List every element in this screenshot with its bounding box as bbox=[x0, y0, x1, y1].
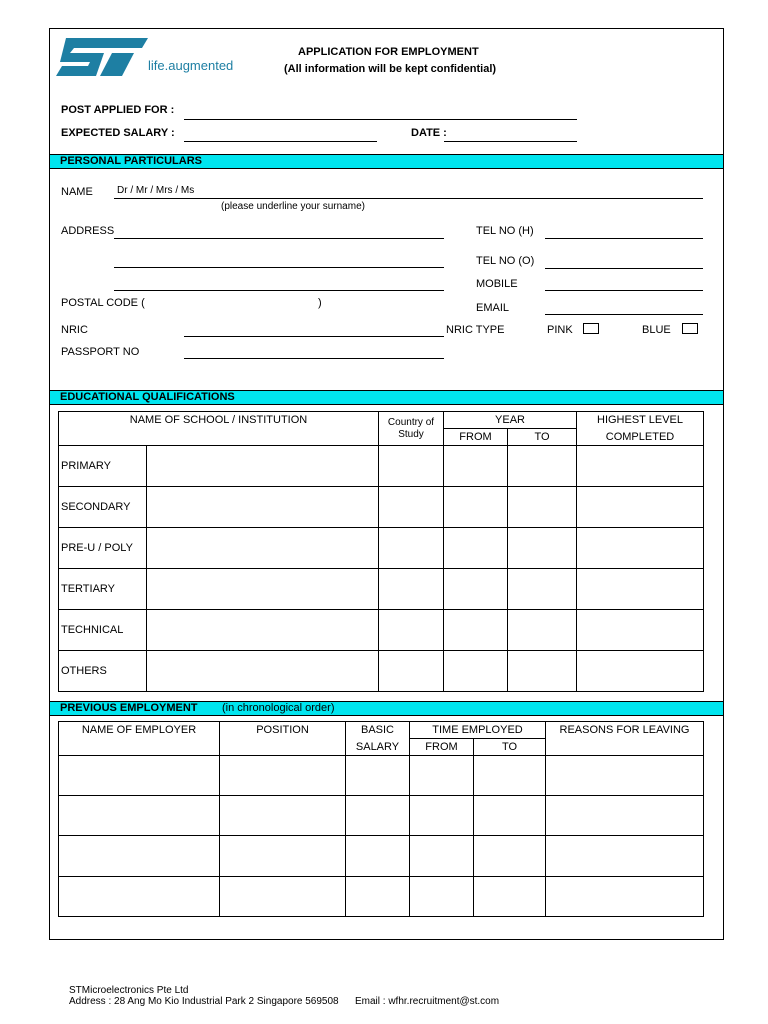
table-row bbox=[59, 796, 704, 836]
emp-cell[interactable] bbox=[220, 796, 346, 836]
address-label: ADDRESS bbox=[61, 225, 115, 237]
st-logo bbox=[54, 36, 150, 78]
emp-cell[interactable] bbox=[59, 756, 220, 796]
edu-cell[interactable] bbox=[508, 487, 577, 528]
date-label: DATE : bbox=[411, 127, 447, 139]
emp-cell[interactable] bbox=[546, 796, 704, 836]
edu-cell[interactable] bbox=[577, 528, 704, 569]
emp-cell[interactable] bbox=[410, 756, 474, 796]
emp-cell[interactable] bbox=[346, 796, 410, 836]
footer-email: Email : wfhr.recruitment@st.com bbox=[355, 996, 500, 1007]
edu-cell[interactable] bbox=[444, 487, 508, 528]
postal-code-close: ) bbox=[318, 297, 322, 309]
col-highest-header: HIGHEST LEVEL COMPLETED bbox=[577, 412, 704, 446]
col-country-header: Country of Study bbox=[379, 412, 444, 446]
edu-cell[interactable] bbox=[444, 528, 508, 569]
employment-section-note: (in chronological order) bbox=[222, 702, 335, 714]
tel-home-label: TEL NO (H) bbox=[476, 225, 534, 237]
edu-row-label: PRE-U / POLY bbox=[59, 528, 147, 569]
education-section-title: EDUCATIONAL QUALIFICATIONS bbox=[60, 391, 235, 403]
emp-cell[interactable] bbox=[474, 796, 546, 836]
edu-cell[interactable] bbox=[508, 651, 577, 692]
table-row bbox=[59, 446, 704, 487]
edu-cell[interactable] bbox=[577, 487, 704, 528]
edu-cell[interactable] bbox=[508, 528, 577, 569]
emp-cell[interactable] bbox=[346, 836, 410, 877]
employment-table bbox=[58, 721, 704, 917]
address-field-2[interactable] bbox=[114, 267, 444, 268]
emp-cell[interactable] bbox=[410, 796, 474, 836]
table-row bbox=[59, 487, 704, 528]
edu-cell[interactable] bbox=[379, 610, 444, 651]
pink-label: PINK bbox=[547, 324, 573, 336]
col-year-from-header: FROM bbox=[444, 429, 508, 446]
edu-row-label: TERTIARY bbox=[59, 569, 147, 610]
emp-cell[interactable] bbox=[220, 836, 346, 877]
edu-cell[interactable] bbox=[444, 610, 508, 651]
edu-row-label: TECHNICAL bbox=[59, 610, 147, 651]
col-year-to-header: TO bbox=[508, 429, 577, 446]
edu-cell[interactable] bbox=[147, 446, 379, 487]
expected-salary-label: EXPECTED SALARY : bbox=[61, 127, 175, 139]
table-row bbox=[59, 610, 704, 651]
personal-section-band bbox=[50, 154, 723, 169]
date-field[interactable] bbox=[444, 141, 577, 142]
employment-section-band bbox=[50, 701, 723, 716]
email-field[interactable] bbox=[545, 314, 703, 315]
post-applied-field[interactable] bbox=[184, 119, 577, 120]
table-row bbox=[59, 756, 704, 796]
edu-row-label: OTHERS bbox=[59, 651, 147, 692]
edu-cell[interactable] bbox=[444, 446, 508, 487]
edu-cell[interactable] bbox=[379, 528, 444, 569]
blue-label: BLUE bbox=[642, 324, 671, 336]
table-row bbox=[59, 651, 704, 692]
edu-cell[interactable] bbox=[444, 569, 508, 610]
edu-cell[interactable] bbox=[379, 569, 444, 610]
address-field-1[interactable] bbox=[114, 238, 444, 239]
emp-cell[interactable] bbox=[220, 877, 346, 917]
tel-office-field[interactable] bbox=[545, 268, 703, 269]
name-label: NAME bbox=[61, 186, 93, 198]
blue-checkbox[interactable] bbox=[682, 323, 698, 334]
edu-cell[interactable] bbox=[147, 569, 379, 610]
postal-code-field[interactable] bbox=[160, 296, 314, 310]
passport-field[interactable] bbox=[184, 358, 444, 359]
edu-cell[interactable] bbox=[577, 446, 704, 487]
emp-cell[interactable] bbox=[474, 877, 546, 917]
edu-cell[interactable] bbox=[147, 651, 379, 692]
table-row bbox=[59, 528, 704, 569]
edu-row-label: PRIMARY bbox=[59, 446, 147, 487]
mobile-label: MOBILE bbox=[476, 278, 518, 290]
edu-row-label: SECONDARY bbox=[59, 487, 147, 528]
education-section-band bbox=[50, 390, 723, 405]
personal-section-title: PERSONAL PARTICULARS bbox=[60, 155, 202, 167]
col-position-header: POSITION bbox=[220, 722, 346, 756]
edu-cell[interactable] bbox=[577, 610, 704, 651]
col-time-to-header: TO bbox=[474, 739, 546, 756]
emp-cell[interactable] bbox=[474, 756, 546, 796]
name-hint: (please underline your surname) bbox=[221, 201, 365, 212]
nric-label: NRIC bbox=[61, 324, 88, 336]
col-reasons-header: REASONS FOR LEAVING bbox=[546, 722, 704, 756]
emp-cell[interactable] bbox=[546, 877, 704, 917]
form-title: APPLICATION FOR EMPLOYMENT bbox=[298, 46, 479, 58]
table-row bbox=[59, 569, 704, 610]
emp-cell[interactable] bbox=[546, 756, 704, 796]
edu-cell[interactable] bbox=[508, 610, 577, 651]
name-prefix: Dr / Mr / Mrs / Ms bbox=[117, 185, 195, 196]
table-row bbox=[59, 877, 704, 917]
nric-field[interactable] bbox=[184, 336, 444, 337]
post-applied-label: POST APPLIED FOR : bbox=[61, 104, 175, 116]
emp-cell[interactable] bbox=[410, 836, 474, 877]
footer-address: Address : 28 Ang Mo Kio Industrial Park 2 Singapore 569508 bbox=[69, 996, 339, 1007]
logo-tagline: life.augmented bbox=[148, 58, 234, 73]
col-time-from-header: FROM bbox=[410, 739, 474, 756]
expected-salary-field[interactable] bbox=[184, 141, 377, 142]
nric-type-label: NRIC TYPE bbox=[446, 324, 505, 336]
address-field-3[interactable] bbox=[114, 290, 444, 291]
emp-cell[interactable] bbox=[546, 836, 704, 877]
col-time-employed-header: TIME EMPLOYED bbox=[410, 722, 546, 739]
name-field[interactable] bbox=[114, 198, 703, 199]
emp-cell[interactable] bbox=[59, 836, 220, 877]
emp-cell[interactable] bbox=[474, 836, 546, 877]
tel-home-field[interactable] bbox=[545, 238, 703, 239]
education-table bbox=[58, 411, 704, 692]
edu-cell[interactable] bbox=[444, 651, 508, 692]
col-year-header: YEAR bbox=[444, 412, 577, 429]
edu-cell[interactable] bbox=[147, 610, 379, 651]
edu-cell[interactable] bbox=[577, 569, 704, 610]
form-subtitle: (All information will be kept confidential) bbox=[284, 63, 497, 75]
emp-cell[interactable] bbox=[59, 796, 220, 836]
emp-cell[interactable] bbox=[346, 877, 410, 917]
tel-office-label: TEL NO (O) bbox=[476, 255, 535, 267]
emp-cell[interactable] bbox=[59, 877, 220, 917]
emp-cell[interactable] bbox=[346, 756, 410, 796]
edu-cell[interactable] bbox=[577, 651, 704, 692]
employment-section-title: PREVIOUS EMPLOYMENT bbox=[60, 702, 198, 714]
table-row bbox=[59, 836, 704, 877]
edu-cell[interactable] bbox=[147, 528, 379, 569]
email-label: EMAIL bbox=[476, 302, 510, 314]
edu-cell[interactable] bbox=[379, 651, 444, 692]
col-school-header: NAME OF SCHOOL / INSTITUTION bbox=[59, 412, 379, 446]
edu-cell[interactable] bbox=[508, 569, 577, 610]
edu-cell[interactable] bbox=[147, 487, 379, 528]
postal-code-label: POSTAL CODE ( bbox=[61, 297, 145, 309]
col-basic-salary-header: BASIC SALARY bbox=[346, 722, 410, 756]
mobile-field[interactable] bbox=[545, 290, 703, 291]
edu-cell[interactable] bbox=[379, 487, 444, 528]
emp-cell[interactable] bbox=[410, 877, 474, 917]
edu-cell[interactable] bbox=[508, 446, 577, 487]
footer-company: STMicroelectronics Pte Ltd bbox=[69, 985, 189, 996]
pink-checkbox[interactable] bbox=[583, 323, 599, 334]
passport-label: PASSPORT NO bbox=[61, 346, 140, 358]
col-employer-header: NAME OF EMPLOYER bbox=[59, 722, 220, 756]
edu-cell[interactable] bbox=[379, 446, 444, 487]
emp-cell[interactable] bbox=[220, 756, 346, 796]
